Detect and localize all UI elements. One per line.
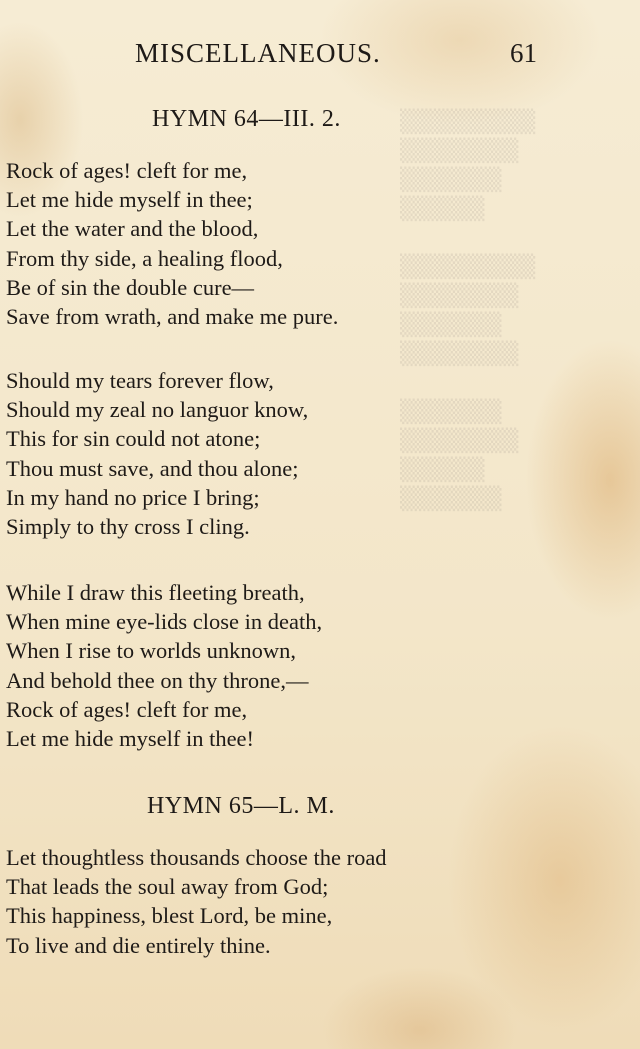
verse-line: Rock of ages! cleft for me, (6, 158, 248, 183)
hymn-65-heading: HYMN 65—L. M. (147, 793, 335, 819)
verse-line: And behold thee on thy throne,— (6, 667, 309, 693)
hymn-64-stanza-2 (6, 366, 308, 541)
verse-line: Thou must save, and thou alone; (6, 455, 299, 481)
verse-line: While I draw this fleeting breath, (6, 580, 305, 605)
verse-line: That leads the soul away from God; (6, 874, 329, 900)
verse-line: Rock of ages! cleft for me, (6, 696, 248, 722)
verse-line: When mine eye-lids close in death, (6, 609, 323, 635)
verse-line: This happiness, blest Lord, be mine, (6, 903, 333, 929)
verse-line: Let me hide myself in thee; (6, 187, 253, 213)
hymn-64-stanza-1 (6, 156, 338, 331)
verse-line: In my hand no price I bring; (6, 484, 260, 510)
running-header-title: MISCELLANEOUS. (135, 38, 381, 68)
verse-line: This for sin could not atone; (6, 426, 261, 452)
verse-line: Let the water and the blood, (6, 216, 259, 242)
hymn-64-heading: HYMN 64—III. 2. (152, 106, 341, 132)
verse-line: Save from wrath, and make me pure. (6, 304, 339, 330)
verse-line: Let thoughtless thousands choose the road (6, 845, 387, 870)
verse-line: Be of sin the double cure— (6, 274, 255, 300)
verse-line: Simply to thy cross I cling. (6, 514, 250, 540)
verse-line: Should my tears forever flow, (6, 368, 274, 393)
page-number: 61 (510, 38, 537, 68)
show-through-texture: ▒▒▒▒▒▒▒▒ ▒▒▒▒▒▒▒ ▒▒▒▒▒▒ ▒▒▒▒▒ ▒▒▒▒▒▒▒▒ ▒▒▒▒▒▒▒ ▒▒▒▒▒▒ ▒▒▒▒▒▒▒ ▒▒▒▒▒▒ ▒▒▒▒▒▒▒ ▒▒▒▒▒ ▒▒▒▒▒▒ (400, 110, 536, 512)
verse-line: To live and die entirely thine. (6, 932, 271, 958)
hymn-64-stanza-3 (6, 578, 322, 753)
verse-line: Should my zeal no languor know, (6, 397, 309, 423)
verse-line: From thy side, a healing flood, (6, 245, 283, 271)
verse-line: When I rise to worlds unknown, (6, 638, 296, 664)
verse-line: Let me hide myself in thee! (6, 726, 255, 752)
hymn-65-stanza-1 (6, 843, 387, 960)
